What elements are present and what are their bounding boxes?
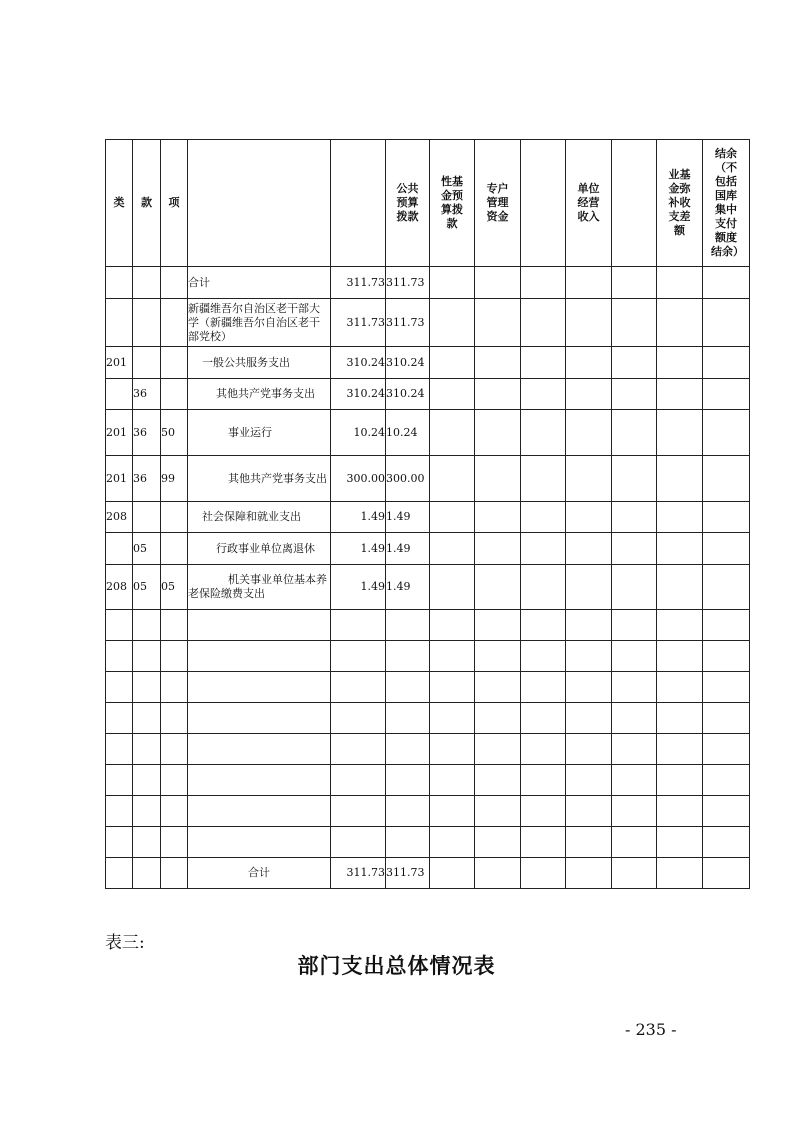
header-fund-budget: 性基金预算拨款 bbox=[430, 140, 475, 267]
row-public-budget: 310.24 bbox=[386, 379, 430, 410]
empty-row bbox=[106, 765, 750, 796]
row-public-budget: 10.24 bbox=[386, 410, 430, 456]
table-row bbox=[106, 565, 750, 610]
footer-public-budget: 311.73 bbox=[386, 858, 430, 889]
row-lei bbox=[106, 299, 133, 347]
header-name bbox=[188, 140, 331, 267]
header-fund-subsidy: 业基金弥补收支差额 bbox=[657, 140, 703, 267]
row-xiang bbox=[161, 533, 188, 565]
row-name: 事业运行 bbox=[188, 410, 331, 456]
row-total: 1.49 bbox=[331, 565, 386, 610]
row-kuan: 36 bbox=[133, 379, 161, 410]
row-kuan bbox=[133, 299, 161, 347]
footer-total: 311.73 bbox=[331, 858, 386, 889]
empty-row bbox=[106, 703, 750, 734]
footer-name: 合计 bbox=[188, 858, 331, 889]
row-public-budget: 1.49 bbox=[386, 502, 430, 533]
row-xiang bbox=[161, 347, 188, 379]
row-total: 311.73 bbox=[331, 267, 386, 299]
empty-row bbox=[106, 610, 750, 641]
row-total: 1.49 bbox=[331, 502, 386, 533]
row-kuan: 05 bbox=[133, 533, 161, 565]
row-name: 其他共产党事务支出 bbox=[188, 379, 331, 410]
row-total: 311.73 bbox=[331, 299, 386, 347]
section-title: 部门支出总体情况表 bbox=[297, 953, 496, 978]
row-kuan: 05 bbox=[133, 565, 161, 610]
row-total: 310.24 bbox=[331, 347, 386, 379]
row-lei: 201 bbox=[106, 456, 133, 502]
row-name: 机关事业单位基本养老保险缴费支出 bbox=[188, 565, 331, 610]
header-lei: 类 bbox=[106, 140, 133, 267]
row-lei: 208 bbox=[106, 502, 133, 533]
page-number: - 235 - bbox=[625, 1020, 677, 1039]
row-total: 1.49 bbox=[331, 533, 386, 565]
row-xiang bbox=[161, 379, 188, 410]
row-lei: 208 bbox=[106, 565, 133, 610]
empty-row bbox=[106, 827, 750, 858]
table-row bbox=[106, 502, 750, 533]
header-public-budget: 公共预算拨款 bbox=[386, 140, 430, 267]
row-name: 新疆维吾尔自治区老干部大学（新疆维吾尔自治区老干部党校） bbox=[188, 299, 331, 347]
row-kuan bbox=[133, 347, 161, 379]
empty-row bbox=[106, 672, 750, 703]
row-public-budget: 310.24 bbox=[386, 347, 430, 379]
row-xiang: 99 bbox=[161, 456, 188, 502]
row-kuan bbox=[133, 267, 161, 299]
row-xiang: 05 bbox=[161, 565, 188, 610]
row-public-budget: 300.00 bbox=[386, 456, 430, 502]
header-total bbox=[331, 140, 386, 267]
row-kuan: 36 bbox=[133, 410, 161, 456]
table-caption: 表三: bbox=[105, 933, 145, 953]
table-row bbox=[106, 456, 750, 502]
empty-row bbox=[106, 641, 750, 672]
row-total: 310.24 bbox=[331, 379, 386, 410]
row-name: 一般公共服务支出 bbox=[188, 347, 331, 379]
row-lei bbox=[106, 267, 133, 299]
header-row bbox=[106, 140, 750, 267]
row-public-budget: 311.73 bbox=[386, 267, 430, 299]
row-xiang: 50 bbox=[161, 410, 188, 456]
table-body bbox=[106, 267, 750, 858]
header-kuan: 款 bbox=[133, 140, 161, 267]
row-total: 300.00 bbox=[331, 456, 386, 502]
row-lei bbox=[106, 379, 133, 410]
budget-table bbox=[105, 139, 750, 889]
table-row bbox=[106, 299, 750, 347]
row-name: 合计 bbox=[188, 267, 331, 299]
empty-row bbox=[106, 796, 750, 827]
row-total: 10.24 bbox=[331, 410, 386, 456]
row-lei: 201 bbox=[106, 347, 133, 379]
row-lei bbox=[106, 533, 133, 565]
footer-row bbox=[106, 858, 750, 889]
row-public-budget: 1.49 bbox=[386, 565, 430, 610]
table-row bbox=[106, 533, 750, 565]
row-public-budget: 1.49 bbox=[386, 533, 430, 565]
header-operating-income: 单位经营收入 bbox=[566, 140, 612, 267]
header-surplus: 结余（不包括国库集中支付额度结余） bbox=[703, 140, 750, 267]
empty-row bbox=[106, 734, 750, 765]
table-row bbox=[106, 379, 750, 410]
table-row bbox=[106, 410, 750, 456]
row-lei: 201 bbox=[106, 410, 133, 456]
row-kuan bbox=[133, 502, 161, 533]
row-xiang bbox=[161, 299, 188, 347]
row-kuan: 36 bbox=[133, 456, 161, 502]
header-special-account: 专户管理资金 bbox=[475, 140, 521, 267]
row-public-budget: 311.73 bbox=[386, 299, 430, 347]
row-name: 社会保障和就业支出 bbox=[188, 502, 331, 533]
row-name: 其他共产党事务支出 bbox=[188, 456, 331, 502]
table-row bbox=[106, 347, 750, 379]
row-name: 行政事业单位离退休 bbox=[188, 533, 331, 565]
header-blank-1 bbox=[521, 140, 566, 267]
header-blank-2 bbox=[612, 140, 657, 267]
row-xiang bbox=[161, 267, 188, 299]
table-row bbox=[106, 267, 750, 299]
header-xiang: 项 bbox=[161, 140, 188, 267]
row-xiang bbox=[161, 502, 188, 533]
